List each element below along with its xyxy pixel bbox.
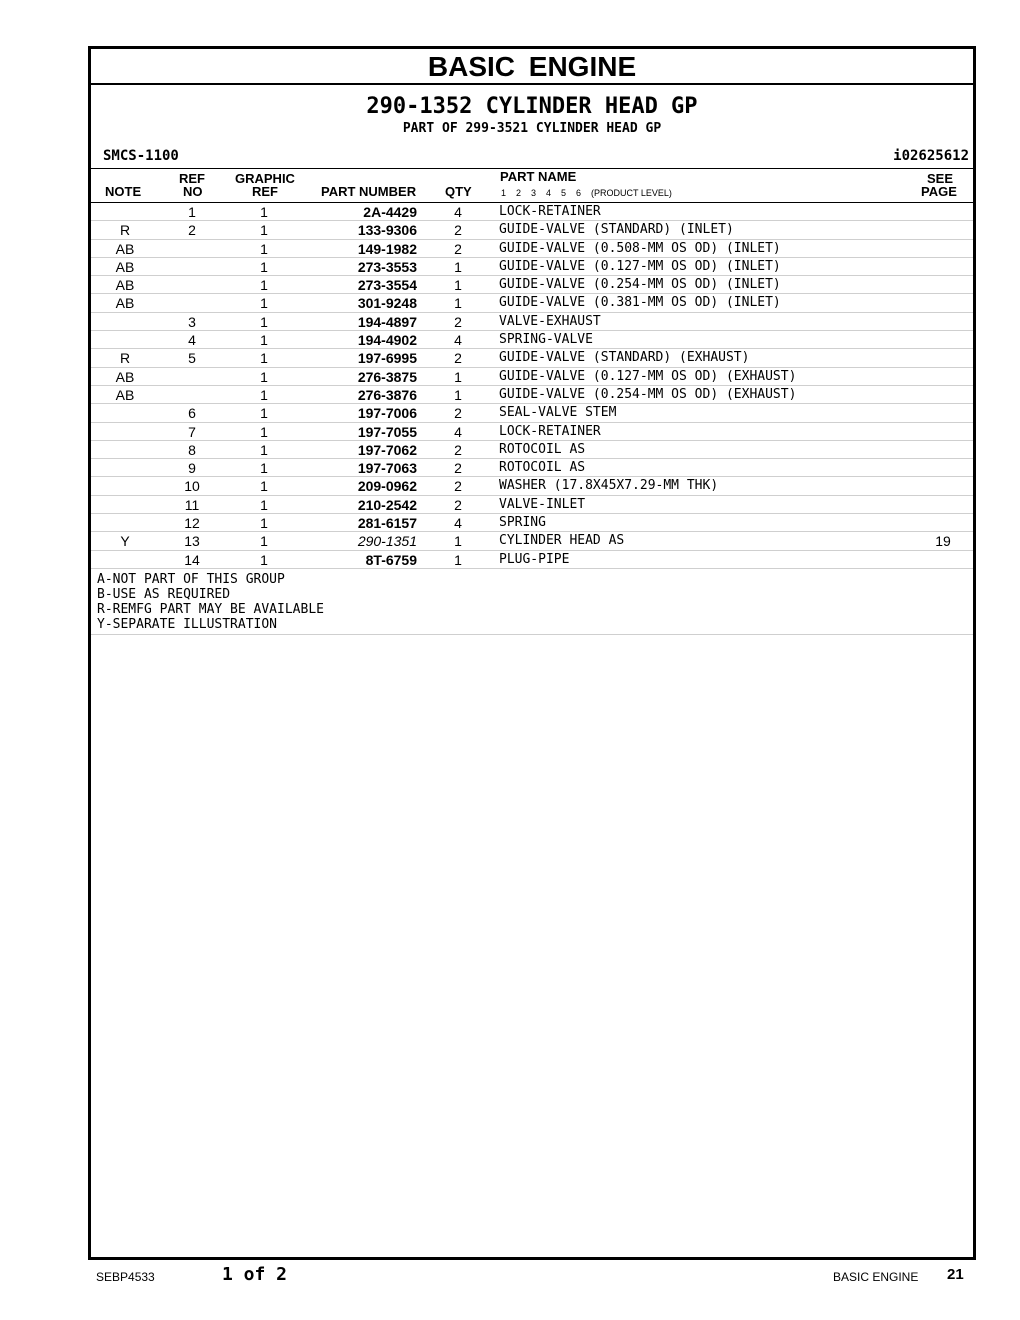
graphic-ref-cell: 1 xyxy=(260,332,268,349)
qty-cell: 1 xyxy=(454,551,462,568)
qty-cell: 1 xyxy=(454,295,462,312)
graphic-ref-cell: 1 xyxy=(260,496,268,513)
part-number-cell: 273-3554 xyxy=(357,277,417,294)
col-ref-bottom: NO xyxy=(183,184,203,199)
table-row xyxy=(91,331,973,349)
col-qty: QTY xyxy=(445,184,472,199)
table-row xyxy=(91,423,973,441)
qty-cell: 4 xyxy=(454,423,462,440)
graphic-ref-cell: 1 xyxy=(260,533,268,550)
ref-no-cell: 10 xyxy=(184,478,200,495)
parts-table xyxy=(91,203,973,569)
ref-no-cell: 1 xyxy=(188,204,196,220)
col-note: NOTE xyxy=(105,184,142,199)
graphic-ref-cell: 1 xyxy=(260,295,268,312)
part-name-cell: PLUG-PIPE xyxy=(499,551,570,567)
table-row xyxy=(91,258,973,276)
part-number-cell: 281-6157 xyxy=(357,515,417,532)
part-number-cell: 194-4902 xyxy=(357,332,417,349)
part-name-cell: GUIDE-VALVE (0.254-MM OS OD) (EXHAUST) xyxy=(499,386,797,402)
ref-no-cell: 5 xyxy=(188,350,196,367)
part-number-cell: 210-2542 xyxy=(357,496,417,513)
table-row xyxy=(91,386,973,404)
ref-no-cell: 11 xyxy=(184,496,200,513)
ref-no-cell: 6 xyxy=(188,405,196,422)
col-see-top: SEE xyxy=(927,171,954,186)
part-number-cell: 197-7063 xyxy=(357,460,417,477)
graphic-ref-cell: 1 xyxy=(260,386,268,403)
part-name-cell: SPRING-VALVE xyxy=(499,332,593,348)
table-row xyxy=(91,349,973,367)
legend-item: Y-SEPARATE ILLUSTRATION xyxy=(97,616,278,632)
part-name-cell: SPRING xyxy=(499,515,546,531)
footer-page-of: 1 of 2 xyxy=(222,1264,288,1285)
part-name-cell: LOCK-RETAINER xyxy=(499,204,601,219)
part-name-cell: GUIDE-VALVE (0.381-MM OS OD) (INLET) xyxy=(499,295,781,311)
part-name-cell: ROTOCOIL AS xyxy=(499,441,586,457)
table-row xyxy=(91,294,973,312)
qty-cell: 2 xyxy=(454,460,462,477)
qty-cell: 4 xyxy=(454,515,462,532)
note-cell: R xyxy=(119,350,131,367)
part-number-cell: 276-3875 xyxy=(357,368,417,385)
qty-cell: 2 xyxy=(454,240,462,257)
footer-section: BASIC ENGINE xyxy=(833,1270,919,1284)
ref-no-cell: 2 xyxy=(188,222,196,239)
col-product-levels: 1 2 3 4 5 6 (PRODUCT LEVEL) xyxy=(501,188,672,198)
part-name-cell: CYLINDER HEAD AS xyxy=(499,533,625,549)
illustration-id: i02625612 xyxy=(893,148,969,164)
table-row xyxy=(91,477,973,495)
note-cell: AB xyxy=(115,295,135,312)
col-part-name: PART NAME xyxy=(500,169,577,184)
ref-no-cell: 4 xyxy=(188,332,196,349)
qty-cell: 4 xyxy=(454,332,462,349)
footer-doc-id: SEBP4533 xyxy=(96,1270,155,1284)
part-name-cell: GUIDE-VALVE (STANDARD) (INLET) xyxy=(499,222,734,238)
part-name-cell: GUIDE-VALVE (0.508-MM OS OD) (INLET) xyxy=(499,240,781,256)
note-cell: AB xyxy=(115,240,135,257)
table-row xyxy=(91,459,973,477)
page-footer xyxy=(0,1262,1020,1292)
section-title: BASIC ENGINE xyxy=(91,49,973,85)
qty-cell: 4 xyxy=(454,204,462,220)
qty-cell: 1 xyxy=(454,533,462,550)
part-name-cell: VALVE-INLET xyxy=(499,496,586,512)
ref-no-cell: 7 xyxy=(188,423,196,440)
note-cell: R xyxy=(119,222,131,239)
part-number-cell: 8T-6759 xyxy=(365,551,417,568)
table-row xyxy=(91,404,973,422)
col-graphic-bottom: REF xyxy=(252,184,278,199)
graphic-ref-cell: 1 xyxy=(260,460,268,477)
page-frame xyxy=(88,46,976,1260)
graphic-ref-cell: 1 xyxy=(260,277,268,294)
graphic-ref-cell: 1 xyxy=(260,368,268,385)
qty-cell: 2 xyxy=(454,313,462,330)
see-page-cell: 19 xyxy=(935,533,951,550)
graphic-ref-cell: 1 xyxy=(260,240,268,257)
legend-item: R-REMFG PART MAY BE AVAILABLE xyxy=(97,601,324,617)
part-name-cell: GUIDE-VALVE (STANDARD) (EXHAUST) xyxy=(499,350,750,366)
ref-no-cell: 3 xyxy=(188,313,196,330)
part-number-cell: 197-7055 xyxy=(357,423,417,440)
graphic-ref-cell: 1 xyxy=(260,551,268,568)
table-row xyxy=(91,221,973,239)
table-row xyxy=(91,514,973,532)
qty-cell: 1 xyxy=(454,386,462,403)
graphic-ref-cell: 1 xyxy=(260,423,268,440)
table-row xyxy=(91,240,973,258)
part-number-cell: 209-0962 xyxy=(357,478,417,495)
qty-cell: 2 xyxy=(454,350,462,367)
ref-no-cell: 13 xyxy=(184,533,200,550)
table-row xyxy=(91,203,973,221)
graphic-ref-cell: 1 xyxy=(260,258,268,275)
part-name-cell: GUIDE-VALVE (0.127-MM OS OD) (INLET) xyxy=(499,258,781,274)
smcs-code: SMCS-1100 xyxy=(103,148,179,164)
graphic-ref-cell: 1 xyxy=(260,350,268,367)
part-name-cell: GUIDE-VALVE (0.127-MM OS OD) (EXHAUST) xyxy=(499,368,797,384)
part-name-cell: ROTOCOIL AS xyxy=(499,460,586,476)
part-name-cell: LOCK-RETAINER xyxy=(499,423,601,439)
col-graphic-top: GRAPHIC xyxy=(235,171,295,186)
note-cell: AB xyxy=(115,258,135,275)
table-row xyxy=(91,551,973,569)
graphic-ref-cell: 1 xyxy=(260,478,268,495)
part-number-cell: 2A-4429 xyxy=(363,204,417,220)
qty-cell: 2 xyxy=(454,222,462,239)
group-title: 290-1352 CYLINDER HEAD GP xyxy=(366,94,698,119)
part-number-cell: 273-3553 xyxy=(357,258,417,275)
qty-cell: 2 xyxy=(454,496,462,513)
part-number-cell: 290-1351 xyxy=(357,533,417,550)
part-number-cell: 149-1982 xyxy=(357,240,417,257)
legend-item: A-NOT PART OF THIS GROUP xyxy=(97,571,285,587)
ref-no-cell: 9 xyxy=(188,460,196,477)
table-row xyxy=(91,532,973,550)
ref-no-cell: 14 xyxy=(184,551,200,568)
footer-page-number: 21 xyxy=(947,1266,964,1283)
table-row xyxy=(91,276,973,294)
note-cell: AB xyxy=(115,368,135,385)
graphic-ref-cell: 1 xyxy=(260,405,268,422)
part-name-cell: SEAL-VALVE STEM xyxy=(499,405,617,421)
qty-cell: 1 xyxy=(454,258,462,275)
col-ref-top: REF xyxy=(179,171,205,186)
part-number-cell: 133-9306 xyxy=(357,222,417,239)
table-row xyxy=(91,313,973,331)
table-row xyxy=(91,496,973,514)
ref-no-cell: 8 xyxy=(188,441,196,458)
col-part-number: PART NUMBER xyxy=(321,184,417,199)
smcs-line xyxy=(91,146,973,168)
table-row xyxy=(91,441,973,459)
qty-cell: 2 xyxy=(454,441,462,458)
part-number-cell: 194-4897 xyxy=(357,313,417,330)
col-see-bottom: PAGE xyxy=(921,184,957,199)
group-subtitle: PART OF 299-3521 CYLINDER HEAD GP xyxy=(402,121,662,136)
part-name-cell: GUIDE-VALVE (0.254-MM OS OD) (INLET) xyxy=(499,277,781,293)
ref-no-cell: 12 xyxy=(184,515,200,532)
graphic-ref-cell: 1 xyxy=(260,515,268,532)
qty-cell: 1 xyxy=(454,277,462,294)
note-cell: AB xyxy=(115,386,135,403)
graphic-ref-cell: 1 xyxy=(260,313,268,330)
qty-cell: 1 xyxy=(454,368,462,385)
graphic-ref-cell: 1 xyxy=(260,441,268,458)
part-name-cell: VALVE-EXHAUST xyxy=(499,313,601,329)
part-number-cell: 276-3876 xyxy=(357,386,417,403)
part-number-cell: 301-9248 xyxy=(357,295,417,312)
legend-item: B-USE AS REQUIRED xyxy=(97,586,231,602)
legend xyxy=(91,569,973,635)
graphic-ref-cell: 1 xyxy=(260,222,268,239)
note-cell: AB xyxy=(115,277,135,294)
table-header xyxy=(91,168,973,203)
graphic-ref-cell: 1 xyxy=(260,204,268,220)
qty-cell: 2 xyxy=(454,405,462,422)
note-cell: Y xyxy=(120,533,130,550)
part-number-cell: 197-7006 xyxy=(357,405,417,422)
part-number-cell: 197-6995 xyxy=(357,350,417,367)
part-name-cell: WASHER (17.8X45X7.29-MM THK) xyxy=(499,478,719,494)
part-number-cell: 197-7062 xyxy=(357,441,417,458)
qty-cell: 2 xyxy=(454,478,462,495)
table-row xyxy=(91,368,973,386)
